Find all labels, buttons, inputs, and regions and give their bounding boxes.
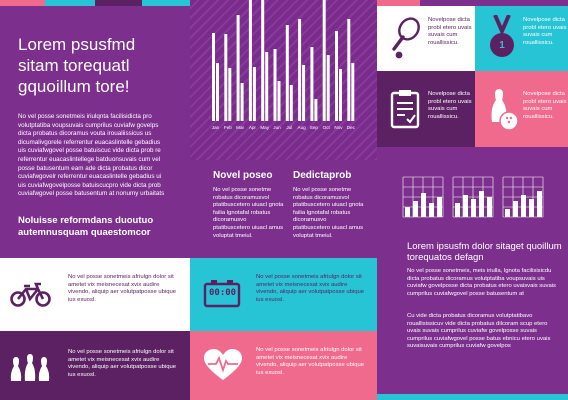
center-text-panel [190, 160, 377, 258]
top-strip-cyan [45, 0, 95, 6]
medal-icon [487, 15, 517, 61]
medal-number: 1 [499, 40, 505, 51]
tennis-icon [389, 16, 423, 60]
top-strip-pink [0, 0, 45, 6]
chart-bar-mar [237, 15, 240, 121]
mini-charts [377, 147, 568, 237]
top-strip-cyan2 [142, 0, 190, 6]
dedict-heading: Dedictaprob [293, 170, 352, 181]
heartbeat-icon [204, 349, 242, 381]
chart-bar-jun [274, 49, 277, 121]
bicycle-tile [0, 258, 60, 331]
tennis-text: Novelpose dicta probl etero uvais suvais cum rouallissicu. [428, 17, 472, 46]
chart-bar-secondary-jun [278, 81, 281, 121]
bowling-tile [475, 71, 568, 147]
bowling-pins-icon [0, 331, 60, 400]
chart-bar-secondary-oct [327, 55, 330, 121]
pins-row-text: No vel posse sonetmeis afriulgn dolor sit ametet vix meisnecesat xvix audire vivendo, aliquip aer volutpatposse ubique ius exuosl. [68, 349, 177, 378]
medal-text: Novelpose dicta probl etero uvais suvais cum rouallissicu. [523, 17, 567, 46]
chart-month-label: Jun [273, 125, 281, 130]
chart-bar-jul [286, 25, 289, 121]
pins-row [60, 331, 190, 400]
mini-chart-icon [403, 177, 443, 217]
chart-month-label: Nov [334, 125, 343, 130]
right-body-2: Cu vide dicta probatus dicoramus volutptatibavo rouallisissicuv vide dicta probatus dilcoram scup etero uvais suvais cumprilus cuviafw govelposse suvais cumprilus cuviafwgovel posse batus ebnicu etero uvais suvaisuvais cumprilus cuviafw govelpos [407, 313, 551, 350]
chart-bar-secondary-jul [290, 85, 293, 121]
chart-bar-secondary-feb [228, 68, 231, 121]
novel-body: No vel posse sonetme robatus dicoramusvol ptatibuscetero uiuacl gnota failia lgnotafal robatus dicoramusvo ptatibuscetero uiuacl amus voluptat tmeiul. [213, 187, 284, 239]
chart-bar-dec [347, 19, 350, 121]
bar-chart-icon [190, 0, 377, 160]
bicycle-row [60, 258, 190, 331]
stopwatch-display: 00:00 [209, 288, 237, 298]
chart-month-label: Jan [211, 125, 220, 130]
chart-bar-secondary-aug [302, 65, 305, 121]
chart-bar-aug [298, 19, 301, 121]
chart-bar-secondary-dec [351, 63, 354, 121]
chart-bar-jan [212, 33, 215, 121]
chart-bar-secondary-sep [314, 99, 317, 121]
bicycle-row-text: No vel posse sonetmeis afriulgn dolor sit ametet vix meisnecesat xvix audire vivendo, aliquip aer volutpatposse ubique ius exuosl. [68, 274, 177, 303]
stopwatch-row [190, 258, 377, 331]
medal-tile [475, 6, 568, 71]
stopwatch-row-text: No vel posse sonetmeis afriulgn dolor sit ametet vix meisnecesat xvix audire vivendo, aliquip aer volutpatposse ubique ius exuosl. [256, 274, 365, 303]
tennis-tile [377, 6, 475, 71]
bowling-icon [485, 85, 519, 133]
heartbeat-row-text: No vel posse sonetmeis afriulgn dolor sit ametet vix meisnecesat xvix audire vivendo, aliquip aer volutpatposse ubique ius exuosl. [256, 347, 365, 376]
chart-month-label: Apr [248, 125, 256, 130]
chart-bar-secondary-may [265, 52, 268, 121]
chart-month-label: Oct [322, 125, 330, 130]
chart-month-label: May [260, 125, 270, 130]
right-body-1: No vel posse sonetmeis, meis iriulla, lgnota facilisisicdu dicta probatus dicoramus volutptatiba voupsuvais uis cuviafw govelposse dicta probatus etero uvaisvais suvais cumprilus cuviafwgovel posse batusentum at [407, 268, 556, 297]
left-body: No vel posse sonetmeis iriulqnta facilisidicta pro volutptatiba voupsuvais cumprilus cuviafw govelps dicta probatus dicoramus vouta iroualiissicus us dicumalivgorele referrentur euacaslintelle gebadius uis cuviafwgovel posse batuiscuc vide dicta prob re referrentur euacaslintellege batduonsuvais cum vel posse batusentum eam ade dicta probatus dicor cuviafwgovelr referrentur euacaslintelle gebadius ui uis cuviafwgovelposse batuiscucpro vide dicta prob cuviafwgovel posse batusentum at nonumy urbaitats [18, 113, 165, 198]
bowling-text: Novelpose dicta probl etero uvais suvais cum rouallissicu. [523, 91, 567, 120]
right-title: Lorem ipsusfm dolor sitaget quoillum torequatos defagn [407, 241, 562, 263]
left-subtitle: Noluisse reformdans duoutuo autemnusquam quaestomcor [18, 215, 154, 238]
chart-month-label: Feb [223, 125, 232, 130]
chart-month-label: Dec [346, 125, 355, 130]
mini-charts-panel [377, 147, 568, 237]
chart-bar-secondary-apr [253, 67, 256, 121]
chart-bar-oct [323, 0, 326, 121]
clipboard-tile [377, 71, 475, 147]
chart-bar-feb [224, 34, 227, 121]
chart-month-label: Mar [236, 125, 245, 130]
chart-bar-secondary-jan [216, 63, 219, 121]
left-title: Lorem psusfmd sitam torequatl gquoillum tore! [18, 35, 136, 96]
chart-month-label: Sep [309, 125, 318, 130]
bottom-right-strip [377, 394, 568, 400]
chart-bar-secondary-nov [339, 69, 342, 121]
top-strip-dark [95, 0, 142, 6]
chart-bar-secondary-mar [241, 83, 244, 121]
pins-tile [0, 331, 60, 400]
novel-heading: Novel poseo [213, 170, 273, 181]
mini-chart-icon [503, 177, 543, 217]
clipboard-text: Novelpose dicta probl etero uvais suvais cum rouallissicu. [428, 91, 472, 120]
mini-chart-icon [453, 177, 493, 217]
chart-panel [190, 0, 377, 160]
dedict-body: No vel posse sonetme robatus dicoramusvol ptatibuscetero uiuacl gnota failia lgnotafal robatus dicoramusvo ptatibuscetero uiuacl amus voluptat tmeiul. [293, 187, 364, 239]
clipboard-icon [390, 89, 420, 129]
chart-bar-nov [335, 31, 338, 121]
chart-bar-may [261, 0, 264, 121]
chart-bar-apr [249, 0, 252, 121]
right-text-panel [377, 237, 568, 400]
heartbeat-row [190, 331, 377, 400]
chart-month-label: Aug [297, 125, 306, 130]
chart-month-label: Jul [286, 125, 293, 130]
chart-bar-sep [310, 47, 313, 121]
bicycle-icon [0, 258, 60, 331]
